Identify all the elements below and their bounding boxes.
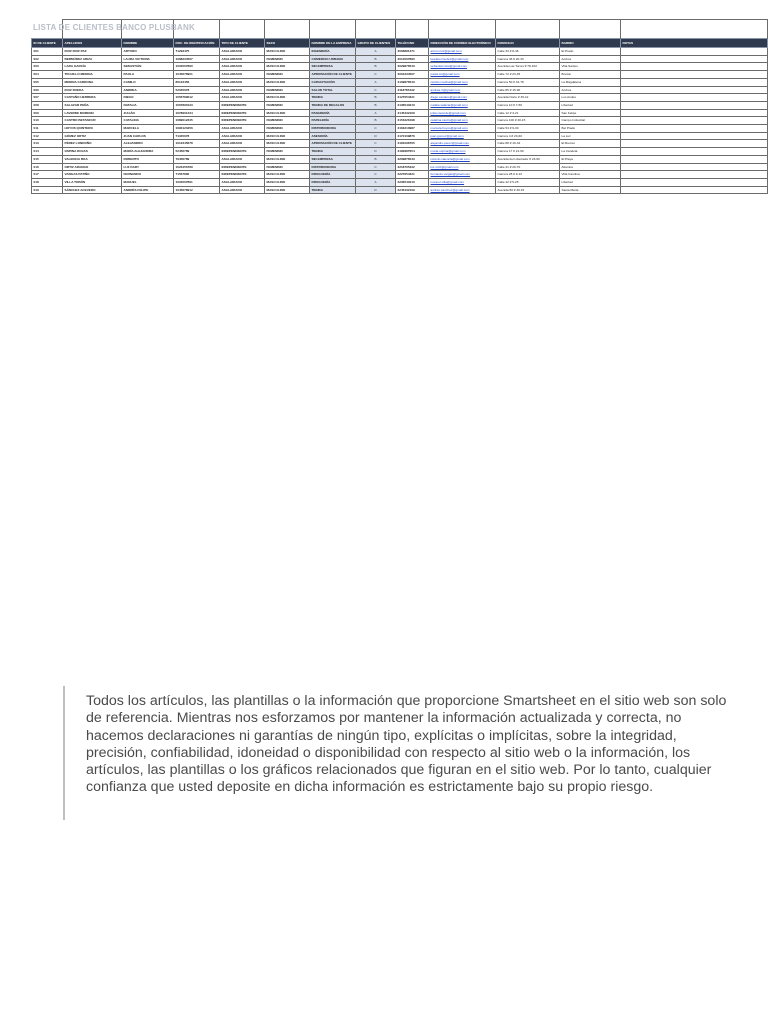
table-cell: Calle 42 # 5-25 <box>496 178 560 186</box>
table-cell: APROBACIÓN DE CLIENTE <box>310 140 356 148</box>
column-header[interactable]: APELLIDOS <box>63 39 122 48</box>
table-cell: 1078901234 <box>174 109 220 117</box>
title-cell <box>396 20 429 39</box>
table-cell: 52345678 <box>174 86 220 94</box>
table-cell: B <box>356 63 396 71</box>
table-cell: C <box>356 125 396 133</box>
table-cell: D <box>356 132 396 140</box>
table-cell: ASALARIADO <box>220 71 265 79</box>
column-header[interactable]: NOMBRE DE LA EMPRESA <box>310 39 356 48</box>
table-cell: 3245432109 <box>396 186 429 194</box>
column-header[interactable]: ID DE CLIENTE <box>32 39 63 48</box>
table-cell: OSPINA ROJAS <box>63 148 122 156</box>
table-row <box>32 94 768 102</box>
table-cell: 3209876543 <box>396 155 429 163</box>
table-cell: FEMENINO <box>265 148 310 156</box>
table-row <box>32 86 768 94</box>
title-cell <box>621 20 768 39</box>
table-cell: 009 <box>32 109 63 117</box>
table-cell: 71293475 <box>174 48 220 56</box>
table-cell <box>621 132 768 140</box>
table-cell: 80123456 <box>174 78 220 86</box>
table-cell: 1034567891 <box>174 178 220 186</box>
table-cell: 3001234567 <box>396 71 429 79</box>
table-cell <box>621 140 768 148</box>
table-row <box>32 109 768 117</box>
table-cell: Carrera 10 # 7-56 <box>496 101 560 109</box>
table-cell: ALEJANDRO <box>122 140 174 148</box>
sheet-title: LISTA DE CLIENTES BANCO PLUSBANK <box>33 23 195 32</box>
table-cell: ASALARIADO <box>220 125 265 133</box>
table-cell <box>621 155 768 163</box>
table-cell: ASALARIADO <box>220 48 265 56</box>
table-cell[interactable]: laurabermudez@gmail.com <box>429 55 496 63</box>
table-cell[interactable]: natalia.salazar@gmail.com <box>429 101 496 109</box>
table-cell: 3218765432 <box>396 163 429 171</box>
table-cell: 016 <box>32 163 63 171</box>
table-row <box>32 125 768 133</box>
title-cell <box>265 20 310 39</box>
table-cell: INDEPENDIENTE <box>220 148 265 156</box>
table-cell: ASALARIADO <box>220 63 265 71</box>
table-cell: Los Andes <box>560 94 621 102</box>
table-cell: PAOLA <box>122 71 174 79</box>
table-cell: SIN EMPRESA <box>310 155 356 163</box>
table-cell: ASESORÍA <box>310 132 356 140</box>
table-cell: ASALARIADO <box>220 140 265 148</box>
table-cell[interactable]: sebastian.lara@gmail.com <box>429 63 496 71</box>
table-cell: MEDINA CARDONA <box>63 78 122 86</box>
table-cell: Libertad <box>560 178 621 186</box>
table-cell: Ambos <box>560 86 621 94</box>
table-cell: MASCULINO <box>265 140 310 148</box>
table-cell: ASALARIADO <box>220 155 265 163</box>
table-cell: INDEPENDIENTE <box>220 171 265 179</box>
column-header[interactable]: TELÉFONO <box>396 39 429 48</box>
table-cell: 3127654321 <box>396 94 429 102</box>
table-cell: Carrera 100 # 20-15 <box>496 117 560 125</box>
title-cell <box>356 20 396 39</box>
table-cell: C <box>356 163 396 171</box>
table-cell: Calle 85 # 15-90 <box>496 86 560 94</box>
table-row <box>32 117 768 125</box>
table-cell: B <box>356 155 396 163</box>
table-cell: DISTRIBUIDORA <box>310 163 356 171</box>
table-cell: 1023456789 <box>174 163 220 171</box>
table-cell: ASALARIADO <box>220 78 265 86</box>
table-cell: Boston <box>560 71 621 79</box>
table-cell: LUZ DARY <box>122 163 174 171</box>
table-cell: APROBACIÓN DE CLIENTE <box>310 71 356 79</box>
table-cell: La Magdalena <box>560 78 621 86</box>
table-cell <box>621 71 768 79</box>
table-cell: VARGAS PATIÑO <box>63 171 122 179</box>
client-table <box>31 19 768 194</box>
table-cell: MASCULINO <box>265 132 310 140</box>
table-cell: MASCULINO <box>265 109 310 117</box>
table-cell: ASALARIADO <box>220 55 265 63</box>
table-cell[interactable]: juan.gomez@gmail.com <box>429 132 496 140</box>
table-cell: Avenida Las Torres # 78-102 <box>496 63 560 71</box>
table-row <box>32 155 768 163</box>
table-cell: TIENDA <box>310 148 356 156</box>
table-cell: Calle 54 # 9-30 <box>496 125 560 133</box>
table-cell: 3029876543 <box>396 63 429 71</box>
table-cell <box>621 86 768 94</box>
table-cell[interactable]: manuel.villa@gmail.com <box>429 178 496 186</box>
table-cell[interactable]: marcela.hoyos@gmail.com <box>429 125 496 133</box>
table-cell: D <box>356 186 396 194</box>
table-cell[interactable]: roberto.valencia@gmail.com <box>429 155 496 163</box>
table-cell: CAMILO <box>122 78 174 86</box>
table-cell: 71345678 <box>174 132 220 140</box>
table-cell: D <box>356 148 396 156</box>
table-cell: MASCULINO <box>265 186 310 194</box>
table-cell: B <box>356 101 396 109</box>
table-cell: 017 <box>32 171 63 179</box>
table-cell: 005 <box>32 78 63 86</box>
table-cell: El Playa <box>560 155 621 163</box>
table-cell: 71567890 <box>174 171 220 179</box>
column-header[interactable]: TIPO DE CLIENTE <box>220 39 265 48</box>
table-cell: Libertad <box>560 101 621 109</box>
table-row <box>32 71 768 79</box>
table-cell: 001 <box>32 48 63 56</box>
title-cell <box>560 20 621 39</box>
table-cell: TIENDA <box>310 186 356 194</box>
table-cell: ANDRÉS FELIPE <box>122 186 174 194</box>
table-cell: A <box>356 48 396 56</box>
table-cell: SÁNCHEZ ACEVEDO <box>63 186 122 194</box>
column-header[interactable]: GRUPO DE CLIENTES <box>356 39 396 48</box>
table-cell: SIN EMPRESA <box>310 63 356 71</box>
table-cell: A <box>356 178 396 186</box>
table-row <box>32 48 768 56</box>
table-cell: 3181098765 <box>396 140 429 148</box>
table-cell: 3163210987 <box>396 125 429 133</box>
table-cell: RUIZ RUEDA <box>63 86 122 94</box>
table-cell: PÉREZ LONDOÑO <box>63 140 122 148</box>
table-cell: 011 <box>32 125 63 133</box>
title-cell <box>496 20 560 39</box>
table-cell: CASTAÑO HERRERA <box>63 94 122 102</box>
table-row <box>32 171 768 179</box>
title-cell <box>310 20 356 39</box>
table-cell: GÓMEZ ORTIZ <box>63 132 122 140</box>
table-cell: Bel Prado <box>560 125 621 133</box>
table-cell: INGENIERÍA <box>310 48 356 56</box>
table-cell: FEMENINO <box>265 55 310 63</box>
table-cell: Carrera 4 # 23-60 <box>496 132 560 140</box>
table-cell: Santa María <box>560 186 621 194</box>
table-cell: RUIZ RUIZ PAZ <box>63 48 122 56</box>
table-cell: INDEPENDIENTE <box>220 117 265 125</box>
table-cell: Calle 72 # 23-45 <box>496 71 560 79</box>
table-cell: CASTRO BETANCUR <box>63 117 122 125</box>
table-cell: INDEPENDIENTE <box>220 109 265 117</box>
table-cell: 1012345678 <box>174 140 220 148</box>
table-cell: 1067890123 <box>174 101 220 109</box>
table-cell: Altamira <box>560 163 621 171</box>
table-cell: San Felipe <box>560 109 621 117</box>
table-cell <box>621 125 768 133</box>
table-cell <box>621 171 768 179</box>
table-cell[interactable]: andrea.rr@gmail.com <box>429 86 496 94</box>
table-cell: El Prado <box>560 48 621 56</box>
table-cell[interactable]: diego.castano@gmail.com <box>429 94 496 102</box>
table-cell: 3172109876 <box>396 132 429 140</box>
table-cell: Calle 33 # 8-46 <box>496 48 560 56</box>
table-cell: PAPELERÍA <box>310 117 356 125</box>
table-cell: C <box>356 171 396 179</box>
table-cell: ASALARIADO <box>220 132 265 140</box>
client-spreadsheet <box>31 19 767 194</box>
table-cell[interactable]: catalina.castro@gmail.com <box>429 117 496 125</box>
table-cell: La Luz <box>560 132 621 140</box>
table-row <box>32 178 768 186</box>
table-cell: Carrera 46 # 20-33 <box>496 55 560 63</box>
table-cell: MASCULINO <box>265 48 310 56</box>
table-cell: 3136543210 <box>396 101 429 109</box>
table-cell: Carrera 50 # 34-78 <box>496 78 560 86</box>
table-cell: 1056789012 <box>174 94 220 102</box>
table-cell[interactable]: fernando.vargas@gmail.com <box>429 171 496 179</box>
table-cell <box>621 78 768 86</box>
table-cell: FEMENINO <box>265 117 310 125</box>
column-header[interactable]: NOTAS <box>621 39 768 48</box>
table-cell: PANADERÍA <box>310 109 356 117</box>
table-cell: 52456789 <box>174 148 220 156</box>
table-cell: SALUD TOTAL <box>310 86 356 94</box>
table-cell: DIEGO <box>122 94 174 102</box>
table-cell: FEMENINO <box>265 86 310 94</box>
table-cell: 79456789 <box>174 155 220 163</box>
table-cell: INDEPENDIENTE <box>220 163 265 171</box>
table-cell <box>621 101 768 109</box>
table-cell: Avenida Norte # 45-12 <box>496 94 560 102</box>
table-cell: C <box>356 140 396 148</box>
table-cell: ASALARIADO <box>220 178 265 186</box>
table-cell: INDEPENDIENTE <box>220 101 265 109</box>
table-cell: CAPACITACIÓN <box>310 78 356 86</box>
table-cell: 3109876543 <box>396 78 429 86</box>
table-cell: ANDREA <box>122 86 174 94</box>
table-cell: 003 <box>32 63 63 71</box>
table-cell: DISTRIBUIDORA <box>310 125 356 133</box>
table-cell[interactable]: julian.laverde@gmail.com <box>429 109 496 117</box>
table-row <box>32 140 768 148</box>
table-cell: B <box>356 55 396 63</box>
table-cell: TIENDA <box>310 94 356 102</box>
column-header[interactable]: SEXO <box>265 39 310 48</box>
table-cell[interactable]: arturo.ruiz@gmail.com <box>429 48 496 56</box>
column-header[interactable]: DOMICILIO <box>496 39 560 48</box>
table-cell: 012 <box>32 132 63 140</box>
table-cell: 004 <box>32 71 63 79</box>
table-cell: TRUJILLO MEDINA <box>63 71 122 79</box>
table-cell <box>621 55 768 63</box>
table-cell: JUAN CARLOS <box>122 132 174 140</box>
table-cell: ORTIZ ARANGO <box>63 163 122 171</box>
table-row <box>32 186 768 194</box>
table-cell: 3190987654 <box>396 148 429 156</box>
table-cell[interactable]: andres.sanchez@gmail.com <box>429 186 496 194</box>
table-cell: 006 <box>32 86 63 94</box>
table-row <box>32 132 768 140</box>
table-cell: Villa Carolina <box>560 171 621 179</box>
table-cell: Ambos <box>560 55 621 63</box>
table-row <box>32 63 768 71</box>
table-cell: El Recreo <box>560 140 621 148</box>
table-cell[interactable]: maria.ospina@gmail.com <box>429 148 496 156</box>
table-cell: C <box>356 71 396 79</box>
table-cell: FEMENINO <box>265 163 310 171</box>
table-cell: HOYOS QUINTERO <box>63 125 122 133</box>
table-cell[interactable]: camilo.medina@gmail.com <box>429 78 496 86</box>
table-cell: Calle 12 # 3-21 <box>496 109 560 117</box>
table-cell: ROBERTO <box>122 155 174 163</box>
table-cell: 002 <box>32 55 63 63</box>
column-header[interactable]: BARRIO <box>560 39 621 48</box>
table-cell: FERNANDO <box>122 171 174 179</box>
table-cell <box>621 117 768 125</box>
table-cell <box>621 186 768 194</box>
table-cell: SALAZAR PEÑA <box>63 101 122 109</box>
column-header[interactable]: DIRECCIÓN DE CORREO ELECTRÓNICO <box>429 39 496 48</box>
column-header[interactable]: DOC. DE IDENTIFICACIÓN <box>174 39 220 48</box>
table-cell: MANUEL <box>122 178 174 186</box>
table-cell <box>621 163 768 171</box>
table-cell: 014 <box>32 148 63 156</box>
table-cell: Carrera 28 # 9-12 <box>496 171 560 179</box>
table-cell: Calle 41 # 29-70 <box>496 163 560 171</box>
table-cell <box>621 48 768 56</box>
table-cell: LAURA VICTORIA <box>122 55 174 63</box>
table-cell: C <box>356 86 396 94</box>
table-cell: BERMÚDEZ ARIZA <box>63 55 122 63</box>
table-cell: FEMENINO <box>265 71 310 79</box>
table-cell: 1034567890 <box>174 63 220 71</box>
table-cell <box>621 63 768 71</box>
table-cell: 3006881471 <box>396 48 429 56</box>
table-row <box>32 101 768 109</box>
table-cell: CATALINA <box>122 117 174 125</box>
table-cell: MASCULINO <box>265 178 310 186</box>
table-cell: 3236543210 <box>396 178 429 186</box>
title-cell <box>429 20 496 39</box>
table-cell: ASALARIADO <box>220 86 265 94</box>
table-row <box>32 148 768 156</box>
table-cell: 1090123456 <box>174 125 220 133</box>
table-cell: Calle 88 # 16-34 <box>496 140 560 148</box>
table-cell: FEMENINO <box>265 125 310 133</box>
table-cell: La Candela <box>560 148 621 156</box>
table-cell: ASALARIADO <box>220 186 265 194</box>
table-cell: 3118765432 <box>396 86 429 94</box>
table-cell: MARCELA <box>122 125 174 133</box>
table-cell: DROGUERÍA <box>310 178 356 186</box>
table-row <box>32 78 768 86</box>
table-cell: Campo Industrial <box>560 117 621 125</box>
table-cell: TIENDA DE REGALOS <box>310 101 356 109</box>
table-cell <box>621 148 768 156</box>
table-cell: 1089012345 <box>174 117 220 125</box>
table-cell <box>621 94 768 102</box>
table-cell: B <box>356 117 396 125</box>
table-row <box>32 163 768 171</box>
table-cell: 1045678912 <box>174 186 220 194</box>
table-cell <box>621 178 768 186</box>
table-cell[interactable]: paola.tm@gmail.com <box>429 71 496 79</box>
table-cell: 1045678901 <box>174 71 220 79</box>
table-cell: 010 <box>32 117 63 125</box>
table-cell <box>621 109 768 117</box>
table-cell[interactable]: luz.ortiz@gmail.com <box>429 163 496 171</box>
title-cell <box>220 20 265 39</box>
table-cell: 3227654321 <box>396 171 429 179</box>
table-cell: ARTURO <box>122 48 174 56</box>
table-cell: Carrera 17 # 21-60 <box>496 148 560 156</box>
table-cell: 3145432109 <box>396 109 429 117</box>
table-cell: Villa Santos <box>560 63 621 71</box>
table-cell: SEBASTIÁN <box>122 63 174 71</box>
table-cell: Avenida 80 # 30-15 <box>496 186 560 194</box>
header-row <box>32 39 768 48</box>
table-cell: MASCULINO <box>265 78 310 86</box>
table-cell: DROGUERÍA <box>310 171 356 179</box>
column-header[interactable]: NOMBRE <box>122 39 174 48</box>
table-cell: FEMENINO <box>265 101 310 109</box>
table-cell: 1098234567 <box>174 55 220 63</box>
table-cell: B <box>356 94 396 102</box>
table-cell: NATALIA <box>122 101 174 109</box>
table-cell: 3014567890 <box>396 55 429 63</box>
table-cell: MARÍA ALEJANDRA <box>122 148 174 156</box>
table-cell: MASCULINO <box>265 171 310 179</box>
table-cell: COMERCIO URBANO <box>310 55 356 63</box>
table-cell: 019 <box>32 186 63 194</box>
table-cell: VALENCIA ROA <box>63 155 122 163</box>
table-cell: 015 <box>32 155 63 163</box>
table-body <box>32 20 768 194</box>
disclaimer-block <box>63 686 745 820</box>
table-cell: ASALARIADO <box>220 94 265 102</box>
table-cell[interactable]: alejandro.perez@gmail.com <box>429 140 496 148</box>
disclaimer-text: Todos los artículos, las plantillas o la información que proporcione Smartsheet en el sitio web son solo de referencia. Mientras nos esforzamos por mantener la información actualizada y correcta, no hacemos declaraciones ni garantías de ningún tipo, explícitas o implícitas, sobre la integridad, precisión, confiabilidad, idoneidad o disponibilidad con respecto al sitio web o la información, los artículos, las plantillas o los gráficos relacionados que figuran en el sitio web. Por lo tanto, cualquier confianza que usted deposite en dicha información es estrictamente bajo su propio riesgo. <box>86 693 727 796</box>
table-cell: VILLA TOBÓN <box>63 178 122 186</box>
table-row <box>32 55 768 63</box>
table-cell: LAVERDE MORENO <box>63 109 122 117</box>
table-cell: MASCULINO <box>265 94 310 102</box>
table-cell: A <box>356 109 396 117</box>
table-cell: 013 <box>32 140 63 148</box>
table-cell: 018 <box>32 178 63 186</box>
table-cell: 007 <box>32 94 63 102</box>
table-cell: MASCULINO <box>265 63 310 71</box>
table-cell: 008 <box>32 101 63 109</box>
table-cell: A <box>356 78 396 86</box>
table-cell: 3154321098 <box>396 117 429 125</box>
table-cell: JULIÁN <box>122 109 174 117</box>
table-cell: LARA GARCÍA <box>63 63 122 71</box>
table-cell: Avenida del Libertador # 23-60 <box>496 155 560 163</box>
table-cell: MASCULINO <box>265 155 310 163</box>
